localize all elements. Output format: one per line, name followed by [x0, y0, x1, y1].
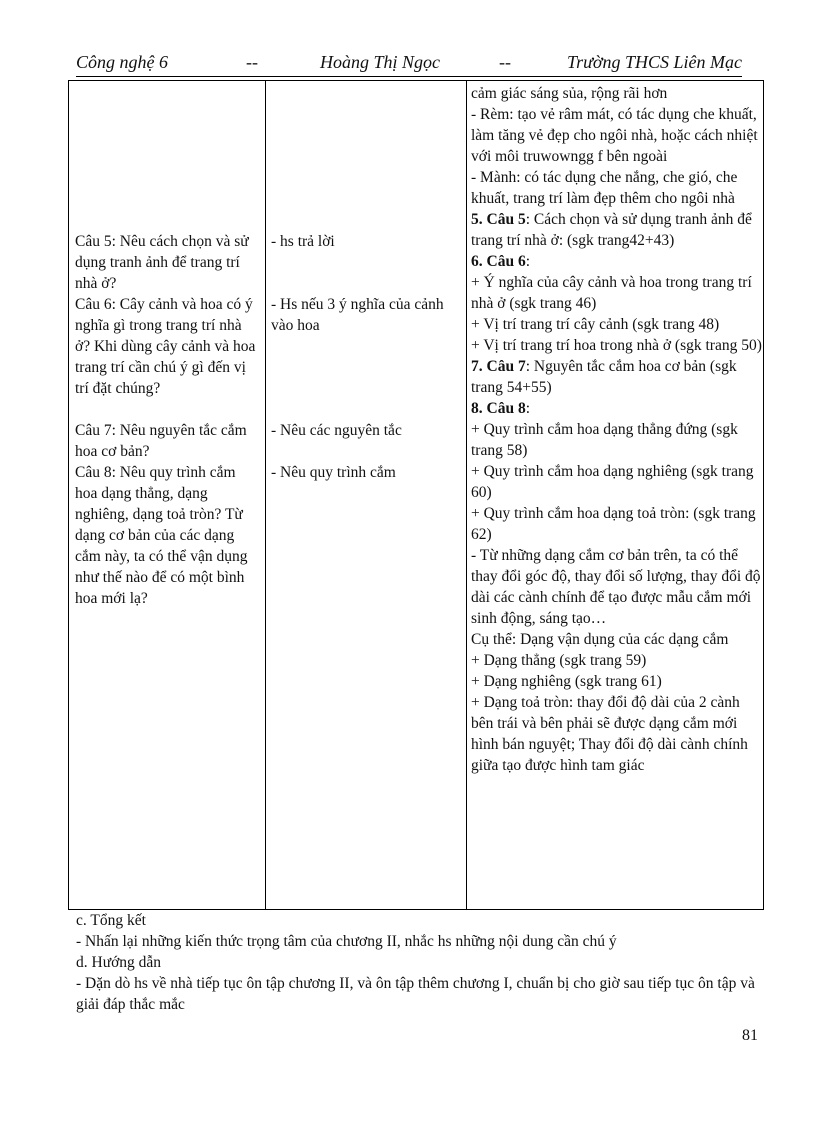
header-subject: Công nghệ 6: [76, 52, 168, 72]
answer-label: 7. Câu 7: [471, 358, 526, 375]
lesson-conclusion: [76, 910, 756, 1015]
answer-text: : Nguyên tắc cắm hoa cơ bản (sgk trang 54+55): [471, 358, 737, 396]
answer-line: cảm giác sáng sủa, rộng rãi hơn: [471, 85, 668, 102]
response-8: - Nêu quy trình cắm: [271, 464, 396, 481]
answer-7: [471, 356, 763, 398]
answer-line: + Quy trình cắm hoa dạng thẳng đứng (sgk trang 58): [471, 421, 738, 459]
section-title: d. Hướng dẫn: [76, 954, 162, 971]
answer-label: 5. Câu 5: [471, 211, 526, 228]
answer-6: [471, 251, 763, 272]
answer-label: 8. Câu 8: [471, 400, 526, 417]
question-7: Câu 7: Nêu nguyên tắc cắm hoa cơ bản?: [75, 422, 247, 460]
question-6: Câu 6: Cây cảnh và hoa có ý nghĩa gì trong trang trí nhà ở? Khi dùng cây cảnh và hoa trang trí cần chú ý gì đến vị trí đặt chúng?: [75, 296, 256, 397]
student-activity-column: [266, 81, 467, 910]
header-separator: --: [246, 52, 258, 72]
table-row: [69, 81, 764, 910]
answer-8: [471, 398, 763, 419]
answer-line: - Rèm: tạo vẻ râm mát, có tác dụng che khuất, làm tăng vẻ đẹp cho ngôi nhà, hoặc cách nhiệt với môi truwowngg f bên ngoài: [471, 106, 758, 165]
answer-line: + Dạng nghiêng (sgk trang 61): [471, 673, 662, 690]
response-7: - Nêu các nguyên tắc: [271, 422, 402, 439]
answer-5: [471, 209, 763, 251]
response-6: - Hs nếu 3 ý nghĩa của cảnh vào hoa: [271, 296, 444, 334]
answer-line: - Từ những dạng cắm cơ bản trên, ta có thể thay đổi góc độ, thay đổi số lượng, thay đổi độ dài các cành chính để tạo được mẫu cắm mới sinh động, sáng tạo…: [471, 547, 761, 627]
answer-line: + Dạng toả tròn: thay đổi độ dài của 2 cành bên trái và bên phải sẽ được dạng cắm mới hình bán nguyệt; Thay đổi độ dài cành chính giữa tạo được hình tam giác: [471, 694, 748, 774]
section-title: c. Tổng kết: [76, 912, 146, 929]
questions-column: [69, 81, 266, 910]
page-header: [76, 50, 742, 77]
content-column: [467, 81, 764, 910]
header-school: Trường THCS Liên Mạc: [567, 52, 742, 72]
section-text: - Nhấn lại những kiến thức trọng tâm của chương II, nhắc hs những nội dung cần chú ý: [76, 933, 617, 950]
page-number: 81: [742, 1027, 758, 1044]
header-separator: --: [499, 52, 511, 72]
review-table: [68, 80, 764, 910]
header-teacher: Hoàng Thị Ngọc: [320, 52, 441, 72]
answer-line: + Ý nghĩa của cây cảnh và hoa trong trang trí nhà ở (sgk trang 46): [471, 274, 752, 312]
section-text: - Dặn dò hs về nhà tiếp tục ôn tập chương II, và ôn tập thêm chương I, chuẩn bị cho giờ sau tiếp tục ôn tập và giải đáp thắc mắc: [76, 975, 755, 1013]
answer-line: + Quy trình cắm hoa dạng toả tròn: (sgk trang 62): [471, 505, 756, 543]
question-8: Câu 8: Nêu quy trình cắm hoa dạng thẳng, dạng nghiêng, dạng toả tròn? Từ dạng cơ bản của các dạng cắm này, ta có thể vận dụng như thế nào để có một bình hoa mới lạ?: [75, 464, 248, 607]
answer-line: + Vị trí trang trí cây cảnh (sgk trang 48): [471, 316, 720, 333]
answer-line: + Quy trình cắm hoa dạng nghiêng (sgk trang 60): [471, 463, 754, 501]
answer-text: : Cách chọn và sử dụng tranh ảnh để trang trí nhà ở: (sgk trang42+43): [471, 211, 752, 249]
answer-line: + Vị trí trang trí hoa trong nhà ở (sgk trang 50): [471, 337, 762, 354]
answer-line: + Dạng thẳng (sgk trang 59): [471, 652, 647, 669]
answer-text: :: [525, 400, 531, 417]
response-5: - hs trả lời: [271, 233, 335, 250]
answer-line: Cụ thể: Dạng vận dụng của các dạng cắm: [471, 631, 729, 648]
answer-text: :: [525, 253, 531, 270]
answer-label: 6. Câu 6: [471, 253, 526, 270]
question-5: Câu 5: Nêu cách chọn và sử dụng tranh ảnh để trang trí nhà ở?: [75, 233, 249, 292]
answer-line: - Mành: có tác dụng che nắng, che gió, che khuất, trang trí làm đẹp thêm cho ngôi nhà: [471, 169, 738, 207]
